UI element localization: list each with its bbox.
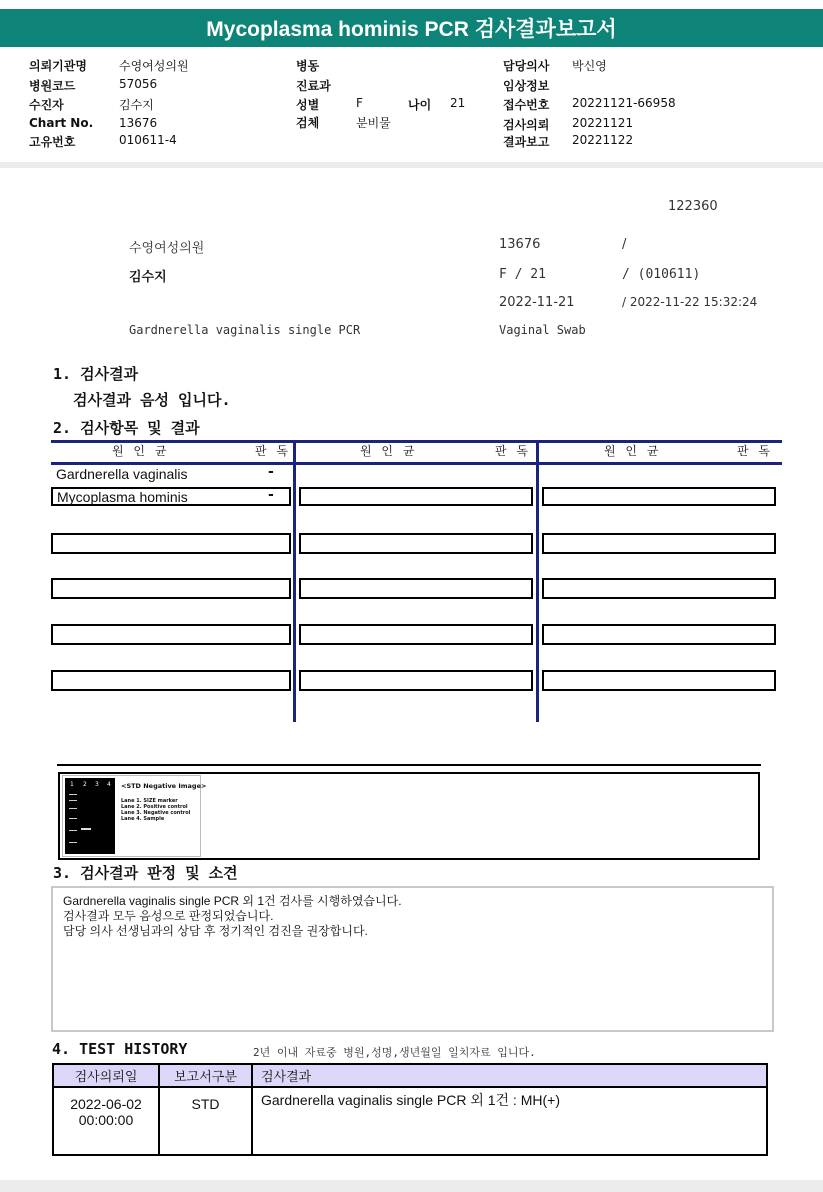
history-type: STD <box>159 1087 252 1155</box>
result-cell <box>542 624 776 645</box>
result-cell <box>542 578 776 599</box>
page-footer <box>0 1180 823 1192</box>
header-value: 분비물 <box>356 116 391 130</box>
print-test-name: Gardnerella vaginalis single PCR <box>129 323 361 337</box>
header-label: 수진자 <box>29 98 64 112</box>
print-specimen: Vaginal Swab <box>499 323 586 337</box>
print-sex-age: F / 21 <box>499 267 546 282</box>
header-value: 김수지 <box>119 98 154 112</box>
header-value: 20221121-66958 <box>572 96 676 110</box>
remarks-line: 검사결과 모두 음성으로 판정되었습니다. <box>63 909 274 923</box>
print-code: 122360 <box>668 199 718 214</box>
gel-lane-label: 1 <box>70 781 74 788</box>
gel-band <box>69 800 77 801</box>
header-value: 57056 <box>119 77 158 91</box>
gel-lane-label: 2 <box>83 781 87 788</box>
gel-legend-item: Lane 4. Sample <box>121 816 165 822</box>
result-cell <box>542 670 776 691</box>
header-label: 성별 <box>296 98 320 112</box>
section2-title: 2. 검사항목 및 결과 <box>53 419 200 437</box>
result-cell <box>51 624 291 645</box>
remarks-line: 담당 의사 선생님과의 상담 후 정기적인 검진을 권장합니다. <box>63 924 368 938</box>
header-label: 검사의뢰 <box>503 118 550 132</box>
header-label: 고유번호 <box>29 135 76 149</box>
result-cell <box>51 533 291 554</box>
header-value: 13676 <box>119 116 158 130</box>
result-cell <box>299 487 533 506</box>
col-result-header: 판 독 <box>737 444 773 458</box>
col-result-header: 판 독 <box>255 444 291 458</box>
header-label: 검체 <box>296 116 320 130</box>
print-clinic: 수영여성의원 <box>129 241 205 256</box>
gel-band <box>69 818 77 819</box>
header-label: 진료과 <box>296 79 331 93</box>
result-cell <box>299 670 533 691</box>
history-date: 2022-06-02 <box>70 1096 142 1112</box>
history-table <box>52 1063 768 1156</box>
section1-title: 1. 검사결과 <box>53 365 139 383</box>
print-birth: / (010611) <box>622 267 701 282</box>
gel-legend-item: Lane 3. Negative control <box>121 810 191 816</box>
history-result: Gardnerella vaginalis single PCR 외 1건 : MH(+) <box>252 1087 767 1155</box>
gel-image <box>62 775 207 857</box>
result-cell <box>51 670 291 691</box>
pathogen-result: - <box>268 464 274 480</box>
pathogen-result: - <box>268 487 274 503</box>
header-label: 담당의사 <box>503 59 550 73</box>
result-cell <box>542 487 776 506</box>
section1-result: 검사결과 음성 입니다. <box>73 391 231 409</box>
history-header-cell: 검사의뢰일 <box>53 1064 159 1087</box>
report-title: Mycoplasma hominis PCR 검사결과보고서 <box>0 9 823 47</box>
gel-lane-label: 4 <box>107 781 111 788</box>
gel-band <box>81 828 91 830</box>
header-label: 결과보고 <box>503 135 550 149</box>
column-divider <box>293 440 296 722</box>
gel-legend-item: Lane 2. Positive control <box>121 804 188 810</box>
history-header-cell: 검사결과 <box>252 1064 767 1087</box>
header-value: 박신영 <box>572 59 607 73</box>
column-divider <box>536 440 539 722</box>
header-value: 21 <box>450 96 466 110</box>
result-cell <box>299 624 533 645</box>
header-label: 임상정보 <box>503 79 550 93</box>
remarks-box <box>51 886 774 1032</box>
gel-photo <box>65 778 115 854</box>
gel-band <box>69 830 77 831</box>
pathogen-name: Mycoplasma hominis <box>57 489 188 505</box>
gel-legend-item: Lane 1. SIZE marker <box>121 798 178 804</box>
history-time: 00:00:00 <box>78 1112 134 1128</box>
gel-lane-label: 3 <box>95 781 99 788</box>
col-pathogen-header: 원 인 균 <box>604 444 662 458</box>
header-value: 010611-4 <box>119 133 177 147</box>
remarks-line: Gardnerella vaginalis single PCR 외 1건 검사를 시행하였습니다. <box>63 894 402 908</box>
header-label: 병원코드 <box>29 79 76 93</box>
section4-title: 4. TEST HISTORY <box>52 1040 188 1058</box>
result-cell <box>542 533 776 554</box>
result-cell <box>51 578 291 599</box>
gel-band <box>69 842 77 843</box>
col-pathogen-header: 원 인 균 <box>112 444 170 458</box>
print-report-datetime: / 2022-11-22 15:32:24 <box>622 295 758 309</box>
header-value: 수영여성의원 <box>119 59 189 73</box>
header-label: Chart No. <box>29 116 94 130</box>
result-cell <box>299 533 533 554</box>
print-patient: 김수지 <box>129 270 167 285</box>
header-value: 20221121 <box>572 116 634 130</box>
print-chart: 13676 <box>499 237 541 252</box>
header-value: F <box>356 96 363 110</box>
gel-top-rule <box>57 764 761 766</box>
header-label: 의뢰기관명 <box>29 59 87 73</box>
gel-band <box>69 794 77 795</box>
print-separator: / <box>622 237 627 252</box>
header-label: 접수번호 <box>503 98 550 112</box>
header-label: 병동 <box>296 59 320 73</box>
gel-band <box>69 808 77 809</box>
history-date-cell <box>53 1087 159 1155</box>
print-received-date: 2022-11-21 <box>499 295 575 310</box>
header-divider <box>0 162 823 168</box>
col-result-header: 판 독 <box>495 444 531 458</box>
history-header-cell: 보고서구분 <box>159 1064 252 1087</box>
result-cell <box>299 578 533 599</box>
history-header-row <box>53 1064 767 1087</box>
history-note: 2년 이내 자료중 병원,성명,생년월일 일치자료 입니다. <box>253 1046 536 1059</box>
gel-title: <STD Negative Image> <box>121 782 207 790</box>
section3-title: 3. 검사결과 판정 및 소견 <box>53 864 238 882</box>
pathogen-name: Gardnerella vaginalis <box>56 466 188 482</box>
header-value: 20221122 <box>572 133 634 147</box>
header-label: 나이 <box>408 98 432 112</box>
table-row <box>53 1087 767 1155</box>
col-pathogen-header: 원 인 균 <box>360 444 418 458</box>
